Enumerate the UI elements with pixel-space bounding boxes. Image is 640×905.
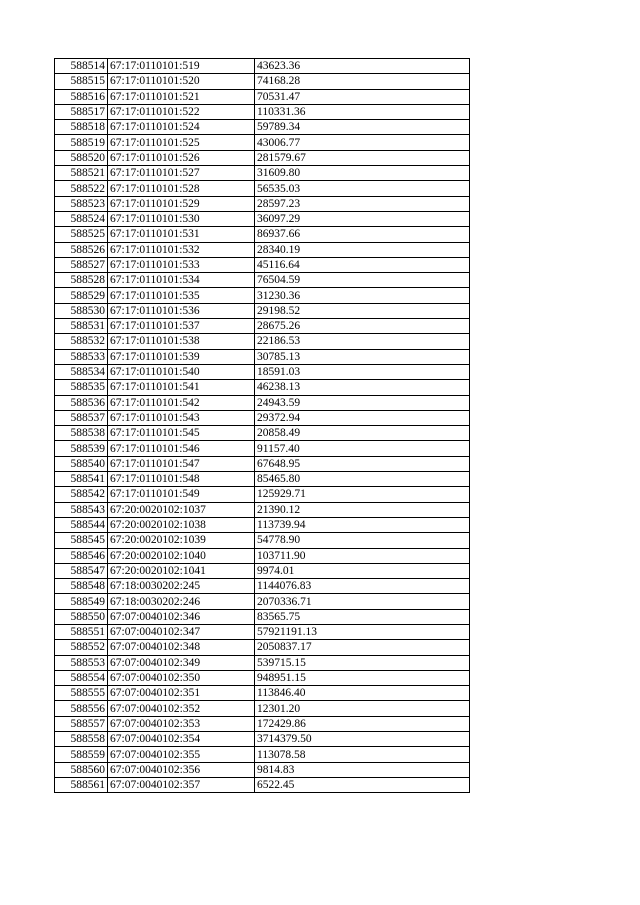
cadastral-number: 67:17:0110101:531 (108, 227, 255, 242)
table-row (55, 563, 470, 578)
row-number: 588539 (55, 441, 108, 456)
cadastral-value: 30785.13 (255, 349, 470, 364)
cadastral-number: 67:07:0040102:354 (108, 732, 255, 747)
row-number: 588516 (55, 89, 108, 104)
cadastral-value: 74168.28 (255, 74, 470, 89)
cadastral-number: 67:17:0110101:537 (108, 319, 255, 334)
cadastral-number: 67:07:0040102:353 (108, 716, 255, 731)
cadastral-number: 67:17:0110101:530 (108, 211, 255, 226)
table-row (55, 472, 470, 487)
cadastral-value: 46238.13 (255, 380, 470, 395)
table-row (55, 716, 470, 731)
table-row (55, 777, 470, 792)
cadastral-number: 67:17:0110101:528 (108, 181, 255, 196)
table-row (55, 686, 470, 701)
table-row (55, 334, 470, 349)
table-row (55, 487, 470, 502)
table-row (55, 762, 470, 777)
cadastral-number: 67:07:0040102:357 (108, 777, 255, 792)
cadastral-value: 85465.80 (255, 472, 470, 487)
cadastral-number: 67:17:0110101:545 (108, 426, 255, 441)
cadastral-value: 103711.90 (255, 548, 470, 563)
table-row (55, 273, 470, 288)
table-row (55, 426, 470, 441)
row-number: 588525 (55, 227, 108, 242)
cadastral-number: 67:17:0110101:548 (108, 472, 255, 487)
row-number: 588517 (55, 104, 108, 119)
cadastral-number: 67:18:0030202:246 (108, 594, 255, 609)
row-number: 588544 (55, 517, 108, 532)
cadastral-number: 67:17:0110101:527 (108, 166, 255, 181)
table-row (55, 319, 470, 334)
row-number: 588557 (55, 716, 108, 731)
row-number: 588552 (55, 640, 108, 655)
cadastral-value: 28675.26 (255, 319, 470, 334)
table-row (55, 670, 470, 685)
cadastral-number: 67:17:0110101:519 (108, 59, 255, 74)
cadastral-value: 110331.36 (255, 104, 470, 119)
row-number: 588555 (55, 686, 108, 701)
cadastral-number: 67:20:0020102:1037 (108, 502, 255, 517)
row-number: 588543 (55, 502, 108, 517)
row-number: 588531 (55, 319, 108, 334)
table-row (55, 211, 470, 226)
table-body (55, 59, 470, 793)
cadastral-value: 20858.49 (255, 426, 470, 441)
row-number: 588553 (55, 655, 108, 670)
row-number: 588529 (55, 288, 108, 303)
row-number: 588558 (55, 732, 108, 747)
cadastral-value: 539715.15 (255, 655, 470, 670)
table-row (55, 441, 470, 456)
row-number: 588515 (55, 74, 108, 89)
cadastral-number: 67:20:0020102:1038 (108, 517, 255, 532)
cadastral-number: 67:17:0110101:542 (108, 395, 255, 410)
cadastral-value: 172429.86 (255, 716, 470, 731)
cadastral-value: 9974.01 (255, 563, 470, 578)
table-row (55, 456, 470, 471)
row-number: 588537 (55, 410, 108, 425)
table-row (55, 135, 470, 150)
cadastral-value: 31609.80 (255, 166, 470, 181)
table-row (55, 89, 470, 104)
cadastral-value-table (54, 58, 470, 793)
row-number: 588522 (55, 181, 108, 196)
cadastral-value: 113078.58 (255, 747, 470, 762)
cadastral-value: 29198.52 (255, 303, 470, 318)
row-number: 588535 (55, 380, 108, 395)
row-number: 588545 (55, 533, 108, 548)
table-row (55, 609, 470, 624)
cadastral-number: 67:20:0020102:1040 (108, 548, 255, 563)
table-row (55, 74, 470, 89)
table-row (55, 380, 470, 395)
table-row (55, 395, 470, 410)
cadastral-number: 67:17:0110101:532 (108, 242, 255, 257)
row-number: 588514 (55, 59, 108, 74)
row-number: 588530 (55, 303, 108, 318)
row-number: 588533 (55, 349, 108, 364)
cadastral-value: 76504.59 (255, 273, 470, 288)
cadastral-value: 125929.71 (255, 487, 470, 502)
cadastral-value: 56535.03 (255, 181, 470, 196)
cadastral-value: 86937.66 (255, 227, 470, 242)
table-row (55, 517, 470, 532)
cadastral-value: 24943.59 (255, 395, 470, 410)
row-number: 588534 (55, 364, 108, 379)
cadastral-value: 29372.94 (255, 410, 470, 425)
cadastral-value: 9814.83 (255, 762, 470, 777)
cadastral-value: 43623.36 (255, 59, 470, 74)
cadastral-number: 67:17:0110101:522 (108, 104, 255, 119)
cadastral-value: 28597.23 (255, 196, 470, 211)
cadastral-value: 281579.67 (255, 150, 470, 165)
cadastral-value: 45116.64 (255, 257, 470, 272)
cadastral-number: 67:17:0110101:529 (108, 196, 255, 211)
cadastral-value: 59789.34 (255, 120, 470, 135)
cadastral-number: 67:07:0040102:349 (108, 655, 255, 670)
table-row (55, 533, 470, 548)
table-row (55, 548, 470, 563)
row-number: 588528 (55, 273, 108, 288)
cadastral-number: 67:17:0110101:538 (108, 334, 255, 349)
cadastral-number: 67:17:0110101:521 (108, 89, 255, 104)
cadastral-value: 113846.40 (255, 686, 470, 701)
cadastral-value: 2070336.71 (255, 594, 470, 609)
cadastral-value: 31230.36 (255, 288, 470, 303)
cadastral-value: 43006.77 (255, 135, 470, 150)
table-row (55, 579, 470, 594)
cadastral-number: 67:17:0110101:536 (108, 303, 255, 318)
cadastral-number: 67:07:0040102:346 (108, 609, 255, 624)
cadastral-value: 3714379.50 (255, 732, 470, 747)
row-number: 588532 (55, 334, 108, 349)
table-row (55, 594, 470, 609)
row-number: 588521 (55, 166, 108, 181)
cadastral-value: 67648.95 (255, 456, 470, 471)
row-number: 588524 (55, 211, 108, 226)
table-row (55, 303, 470, 318)
cadastral-number: 67:17:0110101:520 (108, 74, 255, 89)
cadastral-value: 2050837.17 (255, 640, 470, 655)
cadastral-number: 67:07:0040102:351 (108, 686, 255, 701)
cadastral-value: 948951.15 (255, 670, 470, 685)
table-row (55, 502, 470, 517)
table-row (55, 640, 470, 655)
cadastral-number: 67:18:0030202:245 (108, 579, 255, 594)
row-number: 588548 (55, 579, 108, 594)
table-row (55, 349, 470, 364)
table-row (55, 410, 470, 425)
table-row (55, 257, 470, 272)
cadastral-number: 67:17:0110101:541 (108, 380, 255, 395)
row-number: 588561 (55, 777, 108, 792)
cadastral-value: 113739.94 (255, 517, 470, 532)
table-row (55, 242, 470, 257)
cadastral-number: 67:17:0110101:534 (108, 273, 255, 288)
cadastral-number: 67:17:0110101:539 (108, 349, 255, 364)
cadastral-number: 67:17:0110101:525 (108, 135, 255, 150)
table-row (55, 181, 470, 196)
table-row (55, 227, 470, 242)
table-row (55, 701, 470, 716)
table-row (55, 120, 470, 135)
cadastral-value: 1144076.83 (255, 579, 470, 594)
cadastral-number: 67:07:0040102:352 (108, 701, 255, 716)
cadastral-value: 21390.12 (255, 502, 470, 517)
cadastral-number: 67:17:0110101:535 (108, 288, 255, 303)
table-row (55, 732, 470, 747)
row-number: 588538 (55, 426, 108, 441)
cadastral-value: 36097.29 (255, 211, 470, 226)
cadastral-value: 83565.75 (255, 609, 470, 624)
cadastral-number: 67:17:0110101:547 (108, 456, 255, 471)
cadastral-value: 54778.90 (255, 533, 470, 548)
row-number: 588560 (55, 762, 108, 777)
row-number: 588559 (55, 747, 108, 762)
row-number: 588541 (55, 472, 108, 487)
table-row (55, 150, 470, 165)
cadastral-number: 67:07:0040102:356 (108, 762, 255, 777)
row-number: 588520 (55, 150, 108, 165)
table-row (55, 104, 470, 119)
row-number: 588526 (55, 242, 108, 257)
cadastral-number: 67:17:0110101:546 (108, 441, 255, 456)
cadastral-value: 28340.19 (255, 242, 470, 257)
cadastral-value: 91157.40 (255, 441, 470, 456)
table-row (55, 59, 470, 74)
row-number: 588546 (55, 548, 108, 563)
row-number: 588519 (55, 135, 108, 150)
row-number: 588550 (55, 609, 108, 624)
row-number: 588518 (55, 120, 108, 135)
row-number: 588551 (55, 624, 108, 639)
row-number: 588523 (55, 196, 108, 211)
row-number: 588527 (55, 257, 108, 272)
table-row (55, 166, 470, 181)
table-row (55, 655, 470, 670)
cadastral-value: 12301.20 (255, 701, 470, 716)
cadastral-value: 6522.45 (255, 777, 470, 792)
cadastral-number: 67:07:0040102:347 (108, 624, 255, 639)
table-row (55, 288, 470, 303)
row-number: 588540 (55, 456, 108, 471)
cadastral-number: 67:20:0020102:1039 (108, 533, 255, 548)
row-number: 588556 (55, 701, 108, 716)
table-row (55, 196, 470, 211)
cadastral-number: 67:07:0040102:348 (108, 640, 255, 655)
cadastral-number: 67:17:0110101:526 (108, 150, 255, 165)
cadastral-number: 67:17:0110101:549 (108, 487, 255, 502)
row-number: 588547 (55, 563, 108, 578)
cadastral-value: 18591.03 (255, 364, 470, 379)
row-number: 588554 (55, 670, 108, 685)
cadastral-number: 67:17:0110101:543 (108, 410, 255, 425)
cadastral-number: 67:20:0020102:1041 (108, 563, 255, 578)
row-number: 588536 (55, 395, 108, 410)
row-number: 588549 (55, 594, 108, 609)
cadastral-number: 67:17:0110101:540 (108, 364, 255, 379)
table-row (55, 747, 470, 762)
cadastral-number: 67:07:0040102:355 (108, 747, 255, 762)
cadastral-value: 57921191.13 (255, 624, 470, 639)
cadastral-number: 67:07:0040102:350 (108, 670, 255, 685)
cadastral-number: 67:17:0110101:524 (108, 120, 255, 135)
cadastral-value: 22186.53 (255, 334, 470, 349)
row-number: 588542 (55, 487, 108, 502)
table-row (55, 624, 470, 639)
cadastral-number: 67:17:0110101:533 (108, 257, 255, 272)
table-row (55, 364, 470, 379)
cadastral-value: 70531.47 (255, 89, 470, 104)
